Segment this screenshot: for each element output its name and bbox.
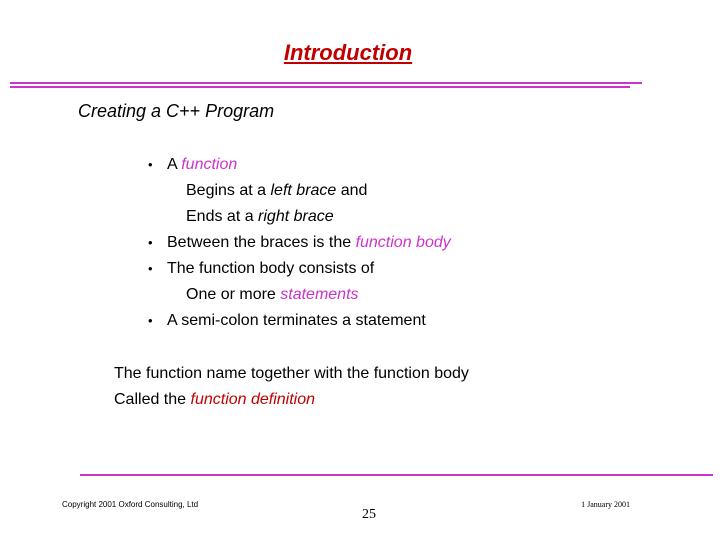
note-function-definition xyxy=(114,390,315,410)
title-divider xyxy=(10,82,642,88)
bullet-marker: • xyxy=(148,313,153,328)
sub-item-right-brace xyxy=(186,207,334,227)
note-function-name xyxy=(114,364,469,384)
note-text: The function name together with the function body xyxy=(114,365,469,382)
footer-copyright: Copyright 2001 Oxford Consulting, Ltd xyxy=(62,500,199,509)
note-text: Called the xyxy=(114,391,191,408)
bullet-marker: • xyxy=(148,157,153,172)
divider-line-lower xyxy=(10,86,630,88)
sub-item-text: Begins at a xyxy=(186,182,271,199)
term-right-brace: right brace xyxy=(258,208,334,225)
bullet-function-body xyxy=(167,233,451,253)
term-left-brace: left brace xyxy=(270,182,337,199)
slide-title: Introduction xyxy=(283,40,413,65)
sub-item-left-brace xyxy=(186,181,367,201)
divider-line-upper xyxy=(10,82,642,84)
bullet-function xyxy=(167,155,237,175)
bullet-text: The function body consists of xyxy=(167,260,375,277)
term-function-body: function body xyxy=(355,234,451,251)
bullet-body-consists xyxy=(167,259,374,279)
term-function-definition: function definition xyxy=(190,391,316,408)
slide-subtitle: Creating a C++ Program xyxy=(78,101,275,121)
bullet-semicolon xyxy=(167,311,426,331)
bullet-marker: • xyxy=(148,261,153,276)
sub-item-text: Ends at a xyxy=(186,208,259,225)
sub-item-text: and xyxy=(336,182,368,199)
term-statements: statements xyxy=(280,286,359,303)
bullet-marker: • xyxy=(148,235,153,250)
term-function: function xyxy=(181,156,238,173)
bullet-text: A semi-colon terminates a statement xyxy=(167,312,426,329)
bullet-text: A xyxy=(167,156,182,173)
bullet-text: Between the braces is the xyxy=(167,234,356,251)
page-number: 25 xyxy=(362,507,376,522)
footer-date: 1 January 2001 xyxy=(581,500,630,509)
footer-divider xyxy=(80,474,713,476)
sub-item-text: One or more xyxy=(186,286,281,303)
sub-item-statements xyxy=(186,285,359,305)
